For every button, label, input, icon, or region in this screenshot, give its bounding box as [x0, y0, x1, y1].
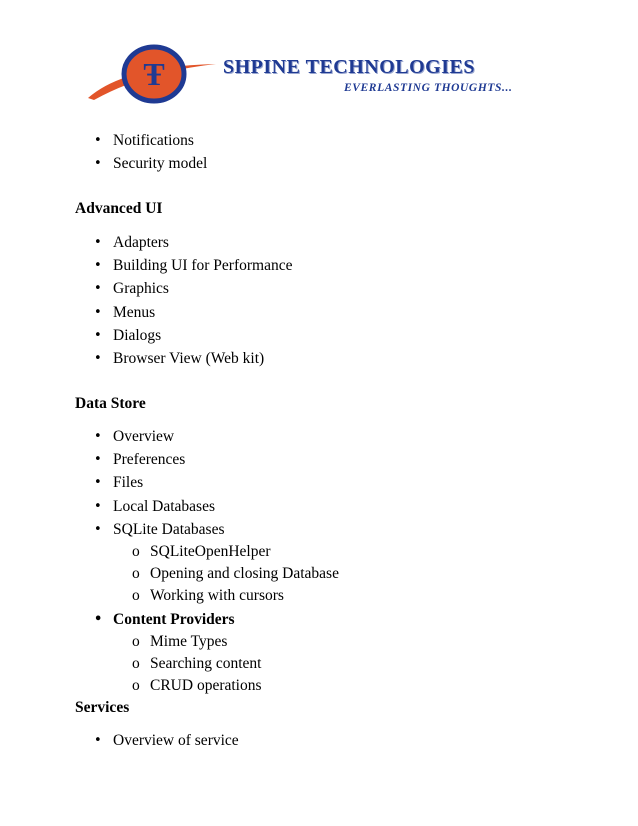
list-item: • Graphics	[113, 279, 169, 299]
company-name: SHPINE TECHNOLOGIES	[223, 56, 475, 78]
section-heading: Data Store	[75, 395, 146, 412]
svg-text:Ŧ: Ŧ	[143, 56, 165, 92]
sub-list-item: o Searching content	[150, 654, 261, 674]
sub-list-item: o SQLiteOpenHelper	[150, 542, 271, 562]
list-item: • Security model	[113, 154, 207, 174]
list-item: • Adapters	[113, 233, 169, 253]
sub-list-item: o Opening and closing Database	[150, 564, 339, 584]
list-item: • Overview	[113, 427, 174, 447]
sub-list-item: o CRUD operations	[150, 676, 262, 696]
shpine-logo-icon	[84, 38, 224, 108]
list-item: • Overview of service	[113, 731, 239, 751]
page-header	[0, 0, 638, 120]
list-item: • Notifications	[113, 131, 194, 151]
list-item: • SQLite Databases	[113, 520, 224, 540]
list-item: • Menus	[113, 303, 155, 323]
section-heading: Advanced UI	[75, 200, 163, 217]
list-item: • Local Databases	[113, 497, 215, 517]
list-item-bold: • Content Providers	[113, 610, 235, 630]
list-item: • Dialogs	[113, 326, 161, 346]
list-item: • Files	[113, 473, 143, 493]
list-item: • Building UI for Performance	[113, 256, 293, 276]
list-item: • Browser View (Web kit)	[113, 349, 264, 369]
sub-list-item: o Working with cursors	[150, 586, 284, 606]
sub-list-item: o Mime Types	[150, 632, 227, 652]
section-heading: Services	[75, 699, 130, 716]
company-tagline: EVERLASTING THOUGHTS...	[344, 82, 513, 94]
list-item: • Preferences	[113, 450, 185, 470]
